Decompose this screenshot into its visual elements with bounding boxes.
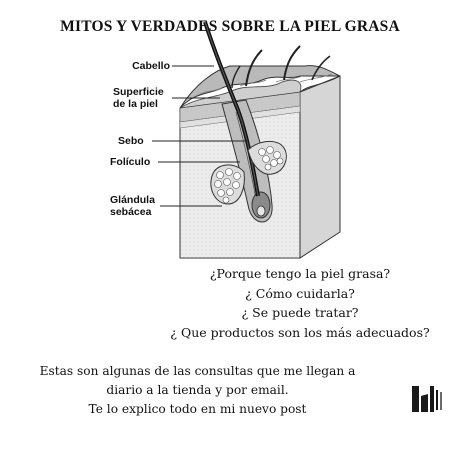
question-item: ¿ Se puede tratar? [241, 305, 359, 320]
label-glandula [110, 194, 155, 218]
paragraph-line: diario a la tienda y por email. [106, 383, 289, 397]
questions-block [140, 264, 460, 342]
label-superficie-line1: Superficie [113, 86, 164, 98]
paragraph-line: Te lo explico todo en mi nuevo post [88, 402, 307, 416]
page-title: MITOS Y VERDADES SOBRE LA PIEL GRASA [60, 18, 400, 35]
question-item: ¿ Cómo cuidarla? [245, 285, 355, 301]
sebaceous-gland-left [211, 165, 244, 204]
skin-block-side [300, 76, 340, 258]
question-item: ¿ Que productos son los más adecuados? [170, 324, 430, 340]
paragraph-line: Estas son algunas de las consultas que me llegan a [39, 364, 356, 378]
label-superficie-line2: de la piel [113, 98, 158, 110]
label-glandula-line2: sebácea [110, 206, 152, 218]
intro-paragraph [0, 362, 395, 419]
label-glandula-line1: Glándula [110, 194, 155, 206]
label-cabello: Cabello [132, 60, 170, 72]
brand-logo-icon [410, 382, 446, 416]
label-sebo: Sebo [118, 135, 144, 147]
question-item: ¿Porque tengo la piel grasa? [209, 266, 391, 281]
label-foliculo: Folículo [110, 156, 151, 168]
label-superficie [113, 86, 164, 110]
